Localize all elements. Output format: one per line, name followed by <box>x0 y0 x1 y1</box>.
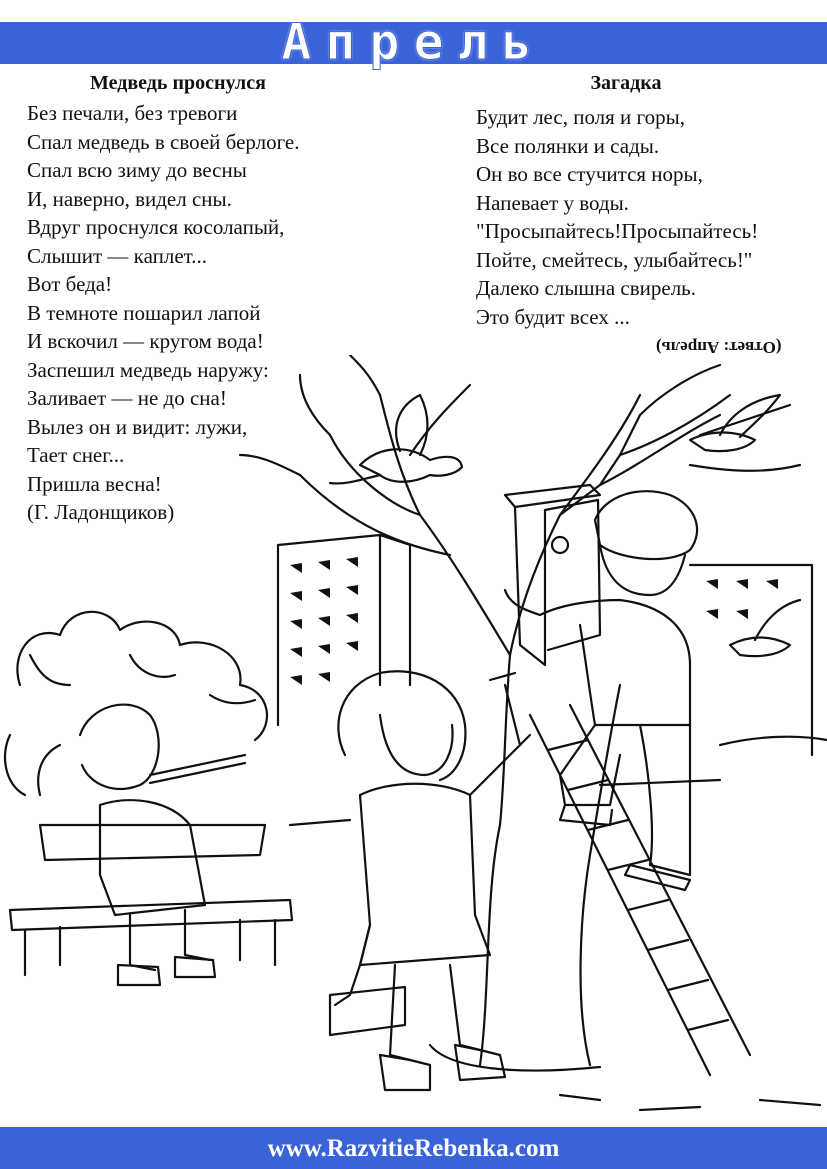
poem-line: Тает снег... <box>27 443 125 467</box>
riddle-line: Это будит всех ... <box>476 304 630 329</box>
poem-line: Заспешил медведь наружу: <box>27 357 269 382</box>
riddle-line: Пойте, смейтесь, улыбайтесь!" <box>476 247 753 272</box>
site-url: www.RazvitieRebenka.com <box>267 1135 560 1162</box>
bird-far-right <box>730 600 800 656</box>
right-building <box>690 565 812 755</box>
poem-line: Спал всю зиму до весны <box>27 158 247 182</box>
poem-line: Спал медведь в своей берлоге. <box>27 129 300 154</box>
riddle-line: Далеко слышна свирель. <box>476 276 697 300</box>
riddle-line: "Просыпайтесь!Просыпайтесь! <box>476 219 759 243</box>
riddle-answer-upside-down: (Ответ: Апрель) <box>656 338 782 357</box>
poem-line: И вскочил — кругом вода! <box>27 329 264 353</box>
poem-author: (Г. Ладонщиков) <box>27 500 175 524</box>
poem-line: В темноте пошарил лапой <box>27 300 261 325</box>
poem-line: Вдруг проснулся косолапый, <box>27 215 285 239</box>
poem-line: Заливает — не до сна! <box>27 386 227 410</box>
riddle-body <box>476 103 821 331</box>
girl-with-hammer <box>330 671 530 1090</box>
poem-line: Вылез он и видит: лужи, <box>27 414 248 439</box>
apartment-building <box>278 535 410 725</box>
ladder <box>530 705 750 1075</box>
riddle-line: Напевает у воды. <box>476 190 629 215</box>
poem-line: Без печали, без тревоги <box>27 101 238 125</box>
poem-line: Вот беда! <box>27 272 113 296</box>
bench <box>10 825 292 975</box>
poem-line: И, наверно, видел сны. <box>27 186 232 211</box>
riddle-line: Он во все стучится норы, <box>476 162 703 186</box>
riddle-line: Будит лес, поля и горы, <box>476 105 685 129</box>
child-with-flute <box>80 705 245 985</box>
riddle-title: Загадка <box>590 72 662 94</box>
poem-title: Медведь проснулся <box>90 72 266 94</box>
boy-on-ladder <box>505 491 697 890</box>
poem-line: Слышит — каплет... <box>27 243 207 268</box>
tree <box>240 355 800 1071</box>
page-title: Апрель <box>281 13 546 71</box>
riddle-line: Все полянки и сады. <box>476 133 660 158</box>
birdhouse <box>505 485 600 665</box>
bird-left <box>330 395 462 483</box>
poem-line: Пришла весна! <box>27 471 162 496</box>
coloring-illustration <box>0 355 827 1125</box>
